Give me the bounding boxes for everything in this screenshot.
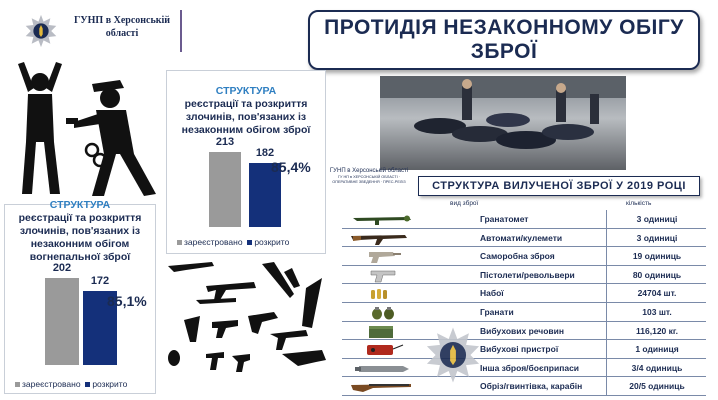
column-divider	[606, 322, 607, 340]
police-star-watermark-icon	[424, 326, 482, 384]
bar-registered	[209, 152, 241, 227]
bar-value-label: 172	[90, 275, 110, 287]
homemade-gun-icon	[344, 248, 418, 264]
weapon-type: Гранати	[480, 306, 514, 317]
table-row	[342, 377, 706, 396]
weapon-quantity: 3 одиниці	[636, 232, 678, 243]
weapon-quantity: 3 одиниці	[636, 214, 678, 224]
percent-solved-weapons: 85,4%	[271, 159, 311, 175]
main-title-box	[308, 10, 700, 70]
table-row	[342, 210, 706, 229]
explosive-device-icon	[344, 341, 418, 357]
header-divider	[180, 10, 182, 52]
weapons-table	[342, 198, 706, 396]
weapon-type: Інша зброя/боєприпаси	[480, 362, 580, 373]
column-divider	[606, 377, 607, 395]
grenade-icon	[344, 304, 418, 320]
table-body	[342, 210, 706, 396]
weapon-type: Набої	[480, 288, 504, 299]
grenade-launcher-icon	[344, 211, 418, 227]
table-row	[342, 247, 706, 266]
bar-value-label: 182	[255, 147, 275, 159]
weapon-type: Вибухових речовин	[480, 325, 564, 336]
ammo-icon	[344, 285, 418, 301]
table-row	[342, 359, 706, 378]
weapon-type: Пістолети/револьвери	[480, 269, 575, 280]
weapon-quantity: 3/4 одиниць	[631, 362, 683, 373]
organization-name: ГУНП в Херсонській області	[73, 15, 171, 39]
weapon-quantity: 19 одиниць	[632, 251, 682, 262]
column-header-type: вид зброї	[450, 200, 479, 207]
weapons-table-heading: СТРУКТУРА ВИЛУЧЕНОЇ ЗБРОЇ У 2019 РОЦІ	[418, 176, 700, 196]
column-divider	[606, 340, 607, 358]
weapon-type: Саморобна зброя	[480, 251, 555, 262]
weapon-type: Обріз/гвинтівка, карабін	[480, 381, 583, 392]
weapon-quantity: 1 одиниця	[635, 344, 679, 355]
weapon-quantity: 103 шт.	[642, 306, 672, 317]
table-header	[342, 198, 706, 210]
column-divider	[606, 284, 607, 302]
chart-title-weapons: СТРУКТУРА реєстрації та розкриття злочинів, пов'язаних із незаконним обігом зброї	[181, 85, 311, 136]
table-row	[342, 229, 706, 248]
chart-legend-weapons: зареєстровано розкрито	[177, 237, 289, 247]
weapon-quantity: 24704 шт.	[637, 288, 677, 299]
table-row	[342, 303, 706, 322]
weapon-quantity: 20/5 одиниць	[629, 381, 685, 392]
weapon-quantity: 116,120 кг.	[636, 325, 678, 336]
rifle-icon	[344, 378, 418, 394]
explosive-icon	[344, 323, 418, 339]
weapon-quantity: 80 одиниць	[632, 269, 682, 280]
column-divider	[606, 229, 607, 247]
table-row	[342, 322, 706, 341]
weapon-type: Гранатомет	[480, 214, 529, 224]
assault-rifle-icon	[344, 230, 418, 246]
pistol-icon	[344, 267, 418, 283]
column-header-qty: кількість	[626, 200, 652, 207]
small-logo-caption: ГУНП в Херсонській області ГУ НП в ХЕРСОНСЬКІЙ ОБЛАСТІ · ОПЕРАТИВНЕ ЗВЕДЕННЯ · ПРЕС-РЕЛІЗ	[329, 168, 409, 184]
chart-title-firearms: СТРУКТУРА реєстрації та розкриття злочинів, пов'язаних із незаконним обігом вогнепальної зброї	[18, 199, 142, 263]
bar-registered	[45, 278, 79, 365]
bar-value-label: 213	[215, 136, 235, 148]
weapon-type: Автомати/кулемети	[480, 232, 563, 243]
table-row	[342, 284, 706, 303]
column-divider	[606, 266, 607, 284]
chart-legend-firearms: зареєстровано розкрито	[15, 379, 127, 389]
weapons-silhouettes-icon	[166, 258, 334, 376]
weapon-type: Вибухові пристрої	[480, 344, 559, 355]
police-star-logo-icon	[24, 14, 58, 48]
column-divider	[606, 247, 607, 265]
chart-card-firearms	[4, 199, 156, 394]
detention-photo	[380, 76, 626, 170]
table-row	[342, 340, 706, 359]
column-divider	[606, 210, 607, 228]
percent-solved-firearms: 85,1%	[107, 293, 147, 309]
arrest-pictogram-icon	[8, 62, 166, 200]
bar-value-label: 202	[52, 262, 72, 274]
chart-card-weapons	[166, 70, 326, 254]
page-title: ПРОТИДІЯ НЕЗАКОННОМУ ОБІГУ ЗБРОЇ	[324, 16, 684, 63]
table-row	[342, 266, 706, 285]
ordnance-icon	[344, 360, 418, 376]
column-divider	[606, 303, 607, 321]
column-divider	[606, 359, 607, 377]
